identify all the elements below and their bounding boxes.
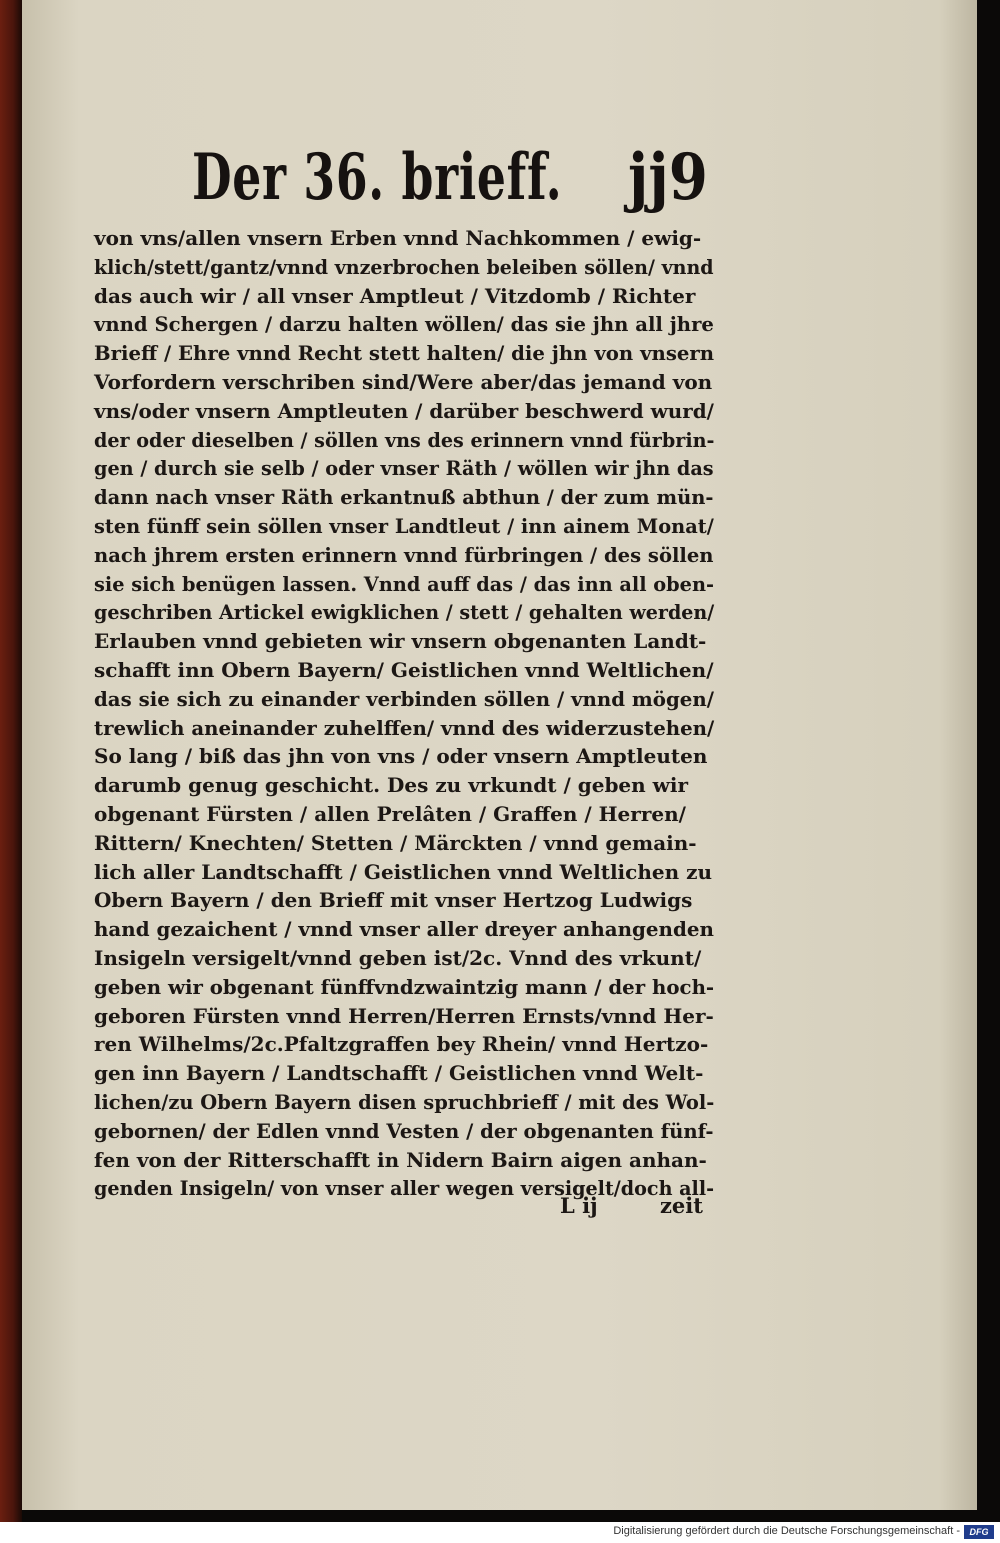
text-line: lich aller Landtschafft / Geistlichen vnnd Weltlichen zu [94, 859, 712, 884]
text-line: sten fünff sein söllen vnser Landtleut / inn ainem Monat/ [94, 513, 714, 538]
catchword: zeit [660, 1193, 703, 1218]
text-line: sie sich benügen lassen. Vnnd auff das / das inn all oben- [94, 571, 715, 596]
text-line: trewlich aneinander zuhelffen/ vnnd des widerzustehen/ [94, 715, 715, 740]
text-line: das auch wir / all vnser Amptleut / Vitzdomb / Richter [94, 283, 696, 308]
text-line: von vns/allen vnsern Erben vnnd Nachkommen / ewig- [94, 226, 702, 250]
book-spine [0, 0, 22, 1522]
text-line: vnnd Schergen / darzu halten wöllen/ das sie jhn all jhre [94, 312, 714, 337]
text-line: vns/oder vnsern Amptleuten / darüber beschwerd wurd/ [94, 398, 714, 423]
text-line: geben wir obgenant fünffvndzwaintzig mann / der hoch- [94, 974, 715, 999]
text-line: Rittern/ Knechten/ Stetten / Märckten / vnnd gemain- [94, 830, 697, 855]
text-line: darumb genug geschicht. Des zu vrkundt / geben wir [94, 773, 689, 798]
body-text-block [94, 224, 714, 1203]
text-line: gebornen/ der Edlen vnnd Vesten / der obgenanten fünf- [94, 1118, 714, 1143]
text-line: gen inn Bayern / Landtschafft / Geistlichen vnnd Welt- [94, 1061, 704, 1086]
text-line: geschriben Artickel ewigklichen / stett / gehalten werden/ [94, 600, 715, 625]
text-line: Vorfordern verschriben sind/Were aber/das jemand von [94, 369, 713, 394]
signature-mark: L ij [560, 1193, 598, 1218]
text-line: Erlauben vnnd gebieten wir vnsern obgenanten Landt- [94, 629, 707, 654]
text-line: gen / durch sie selb / oder vnser Räth / wöllen wir jhn das [94, 456, 714, 481]
funding-credit: Digitalisierung gefördert durch die Deutsche Forschungsgemeinschaft - [613, 1525, 960, 1537]
text-line: Brieff / Ehre vnnd Recht stett halten/ die jhn von vnsern [94, 341, 715, 366]
text-line: Insigeln versigelt/vnnd geben ist/2c. Vnnd des vrkunt/ [94, 945, 702, 970]
text-line: das sie sich zu einander verbinden söllen / vnnd mögen/ [94, 686, 714, 711]
text-line: schafft inn Obern Bayern/ Geistlichen vnnd Weltlichen/ [94, 657, 714, 682]
text-line: der oder dieselben / söllen vns des erinnern vnnd fürbrin- [94, 427, 715, 452]
text-line: dann nach vnser Räth erkantnuß abthun / der zum mün- [94, 485, 714, 510]
dfg-logo: DFG [964, 1525, 994, 1539]
folio-number: jj9 [628, 140, 708, 215]
text-line: fen von der Ritterschafft in Nidern Bairn aigen anhan- [94, 1147, 707, 1172]
text-line: klich/stett/gantz/vnnd vnzerbrochen beleiben söllen/ vnnd [94, 254, 714, 279]
text-line: lichen/zu Obern Bayern disen spruchbrieff / mit des Wol- [94, 1089, 715, 1114]
signature-line [560, 1190, 710, 1222]
footer-bar [0, 1522, 1000, 1543]
text-line: Obern Bayern / den Brieff mit vnser Hertzog Ludwigs [94, 888, 693, 913]
text-line: hand gezaichent / vnnd vnser aller dreyer anhangenden [94, 917, 714, 942]
text-line: geboren Fürsten vnnd Herren/Herren Ernsts/vnnd Her- [94, 1003, 714, 1028]
text-line: obgenant Fürsten / allen Prelâten / Graffen / Herren/ [94, 801, 686, 826]
text-line: So lang / biß das jhn von vns / oder vnsern Amptleuten [94, 744, 708, 769]
running-head-title: Der 36. brieff. [192, 140, 563, 215]
text-line: nach jhrem ersten erinnern vnnd fürbringen / des söllen [94, 542, 714, 567]
text-line: ren Wilhelms/2c.Pfaltzgraffen bey Rhein/ vnnd Hertzo- [94, 1032, 709, 1057]
text-line: genden Insigeln/ von vnser aller wegen versigelt/doch all- [94, 1176, 715, 1201]
